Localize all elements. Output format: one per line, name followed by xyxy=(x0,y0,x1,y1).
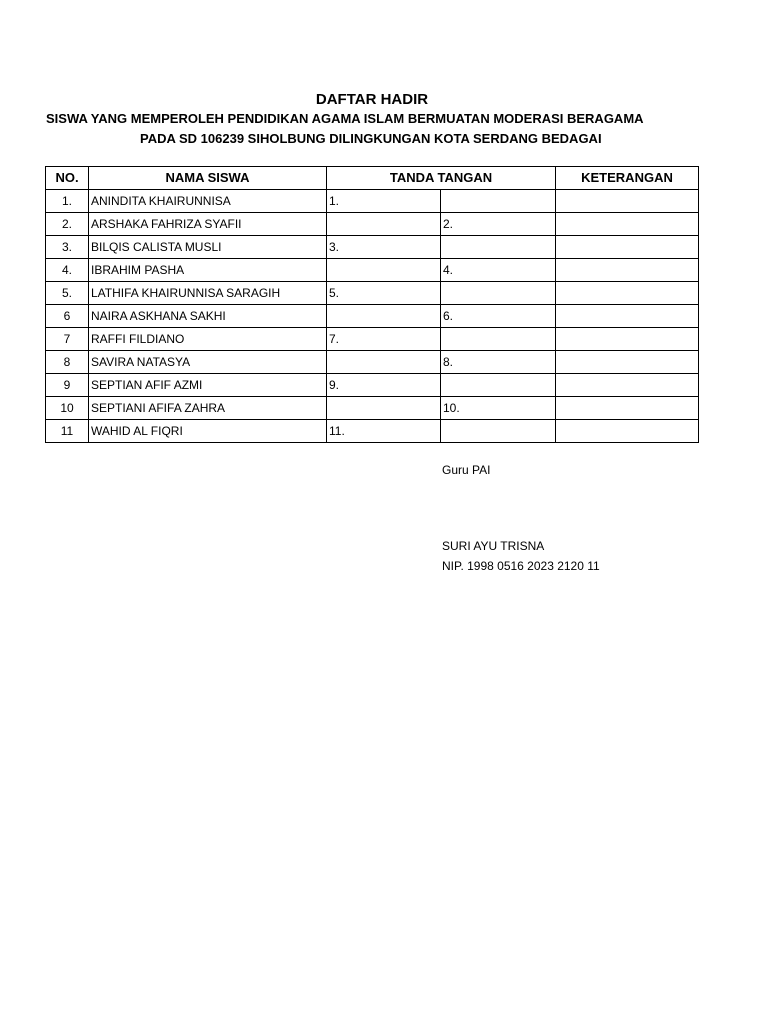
cell-name: NAIRA ASKHANA SAKHI xyxy=(89,305,327,328)
table-row xyxy=(46,282,699,305)
cell-signature-left xyxy=(327,213,441,236)
table-row xyxy=(46,305,699,328)
cell-no: 10 xyxy=(46,397,89,420)
cell-no: 7 xyxy=(46,328,89,351)
cell-no: 8 xyxy=(46,351,89,374)
header-name: NAMA SISWA xyxy=(89,167,327,190)
cell-name: LATHIFA KHAIRUNNISA SARAGIH xyxy=(89,282,327,305)
cell-signature-left xyxy=(327,351,441,374)
table-body xyxy=(46,190,699,443)
cell-signature-left: 1. xyxy=(327,190,441,213)
cell-remarks xyxy=(556,282,699,305)
header-signature: TANDA TANGAN xyxy=(327,167,556,190)
table-row xyxy=(46,213,699,236)
signature-name: SURI AYU TRISNA xyxy=(442,539,545,553)
table-row xyxy=(46,236,699,259)
table-row xyxy=(46,420,699,443)
cell-remarks xyxy=(556,259,699,282)
cell-signature-left: 5. xyxy=(327,282,441,305)
cell-name: WAHID AL FIQRI xyxy=(89,420,327,443)
cell-name: BILQIS CALISTA MUSLI xyxy=(89,236,327,259)
cell-signature-left xyxy=(327,259,441,282)
cell-remarks xyxy=(556,374,699,397)
cell-remarks xyxy=(556,397,699,420)
cell-name: RAFFI FILDIANO xyxy=(89,328,327,351)
table-row xyxy=(46,328,699,351)
cell-no: 9 xyxy=(46,374,89,397)
cell-name: ARSHAKA FAHRIZA SYAFII xyxy=(89,213,327,236)
cell-no: 2. xyxy=(46,213,89,236)
cell-remarks xyxy=(556,190,699,213)
cell-signature-right xyxy=(441,420,556,443)
attendance-table xyxy=(45,166,699,443)
cell-no: 3. xyxy=(46,236,89,259)
cell-name: SEPTIANI AFIFA ZAHRA xyxy=(89,397,327,420)
cell-signature-right: 10. xyxy=(441,397,556,420)
cell-name: IBRAHIM PASHA xyxy=(89,259,327,282)
cell-name: SEPTIAN AFIF AZMI xyxy=(89,374,327,397)
cell-signature-left: 7. xyxy=(327,328,441,351)
signature-role: Guru PAI xyxy=(442,463,491,477)
table-row xyxy=(46,397,699,420)
document-title: DAFTAR HADIR xyxy=(315,91,429,108)
table-header-row xyxy=(46,167,699,190)
cell-remarks xyxy=(556,420,699,443)
cell-remarks xyxy=(556,351,699,374)
cell-remarks xyxy=(556,328,699,351)
cell-no: 4. xyxy=(46,259,89,282)
cell-signature-right: 6. xyxy=(441,305,556,328)
cell-name: ANINDITA KHAIRUNNISA xyxy=(89,190,327,213)
cell-signature-left: 3. xyxy=(327,236,441,259)
cell-remarks xyxy=(556,213,699,236)
cell-signature-left xyxy=(327,305,441,328)
cell-remarks xyxy=(556,236,699,259)
cell-signature-right: 8. xyxy=(441,351,556,374)
header-no: NO. xyxy=(46,167,89,190)
cell-signature-right xyxy=(441,282,556,305)
signature-nip: NIP. 1998 0516 2023 2120 11 xyxy=(442,559,600,573)
cell-signature-right xyxy=(441,190,556,213)
cell-signature-right xyxy=(441,236,556,259)
cell-no: 6 xyxy=(46,305,89,328)
cell-signature-right: 2. xyxy=(441,213,556,236)
cell-no: 1. xyxy=(46,190,89,213)
table-row xyxy=(46,374,699,397)
cell-no: 11 xyxy=(46,420,89,443)
document-subtitle-line2: PADA SD 106239 SIHOLBUNG DILINGKUNGAN KOTA SERDANG BEDAGAI xyxy=(140,131,602,146)
cell-signature-right: 4. xyxy=(441,259,556,282)
cell-remarks xyxy=(556,305,699,328)
table-row xyxy=(46,351,699,374)
cell-no: 5. xyxy=(46,282,89,305)
table-row xyxy=(46,190,699,213)
document-subtitle-line1: SISWA YANG MEMPEROLEH PENDIDIKAN AGAMA ISLAM BERMUATAN MODERASI BERAGAMA xyxy=(46,111,644,126)
cell-signature-left: 11. xyxy=(327,420,441,443)
table-row xyxy=(46,259,699,282)
cell-signature-right xyxy=(441,374,556,397)
cell-signature-right xyxy=(441,328,556,351)
cell-name: SAVIRA NATASYA xyxy=(89,351,327,374)
header-remarks: KETERANGAN xyxy=(556,167,699,190)
cell-signature-left: 9. xyxy=(327,374,441,397)
cell-signature-left xyxy=(327,397,441,420)
